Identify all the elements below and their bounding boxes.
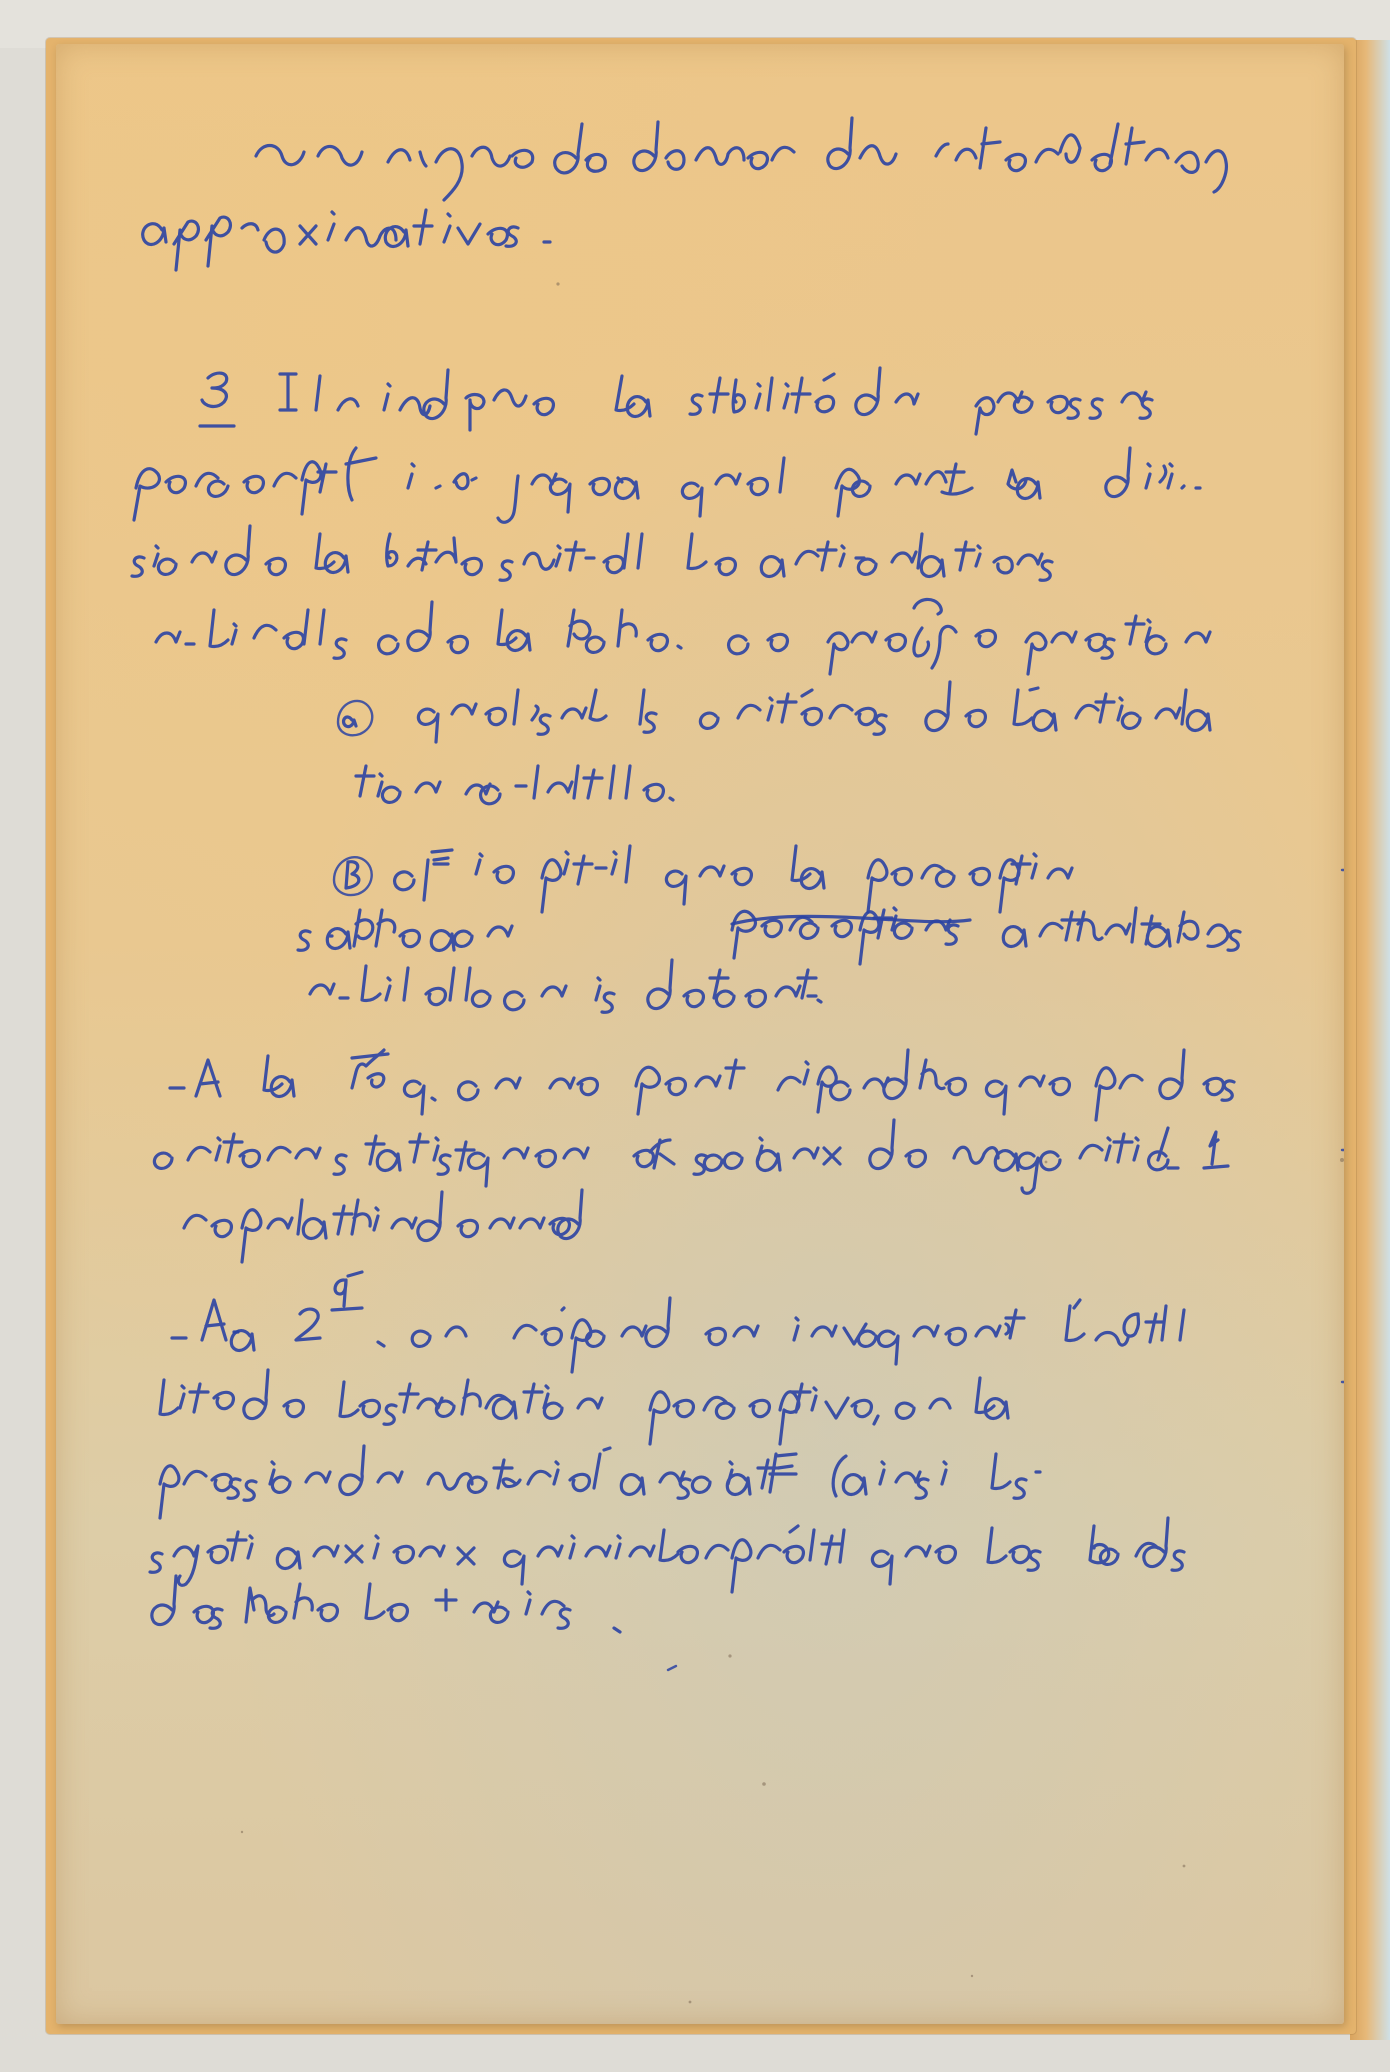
handwritten-line-16 [160, 1446, 1040, 1518]
handwriting-ink [56, 44, 1344, 2024]
handwritten-line-10 [310, 960, 821, 1012]
paper-specks [241, 282, 1344, 2003]
handwritten-line-5 [156, 599, 1210, 674]
handwritten-line-14 [172, 1272, 1184, 1372]
handwritten-line-11 [170, 1050, 1234, 1120]
handwritten-line-8 [334, 846, 1072, 912]
handwritten-line-7 [356, 766, 673, 804]
handwritten-line-2 [200, 368, 1152, 434]
handwritten-line-0 [256, 118, 1226, 200]
handwritten-line-9 [298, 908, 1240, 964]
handwritten-line-12 [154, 1120, 1228, 1193]
handwritten-line-3 [134, 448, 1200, 522]
handwritten-line-13 [184, 1190, 582, 1262]
manuscript-page [56, 44, 1344, 2024]
handwritten-line-1 [143, 210, 550, 270]
handwritten-line-6 [338, 682, 1210, 742]
handwritten-line-15 [160, 1370, 1008, 1444]
handwritten-line-18 [152, 1576, 620, 1632]
next-page-edge [1350, 40, 1390, 2040]
handwritten-line-17 [150, 1518, 1184, 1592]
handwritten-line-4 [132, 526, 1052, 580]
